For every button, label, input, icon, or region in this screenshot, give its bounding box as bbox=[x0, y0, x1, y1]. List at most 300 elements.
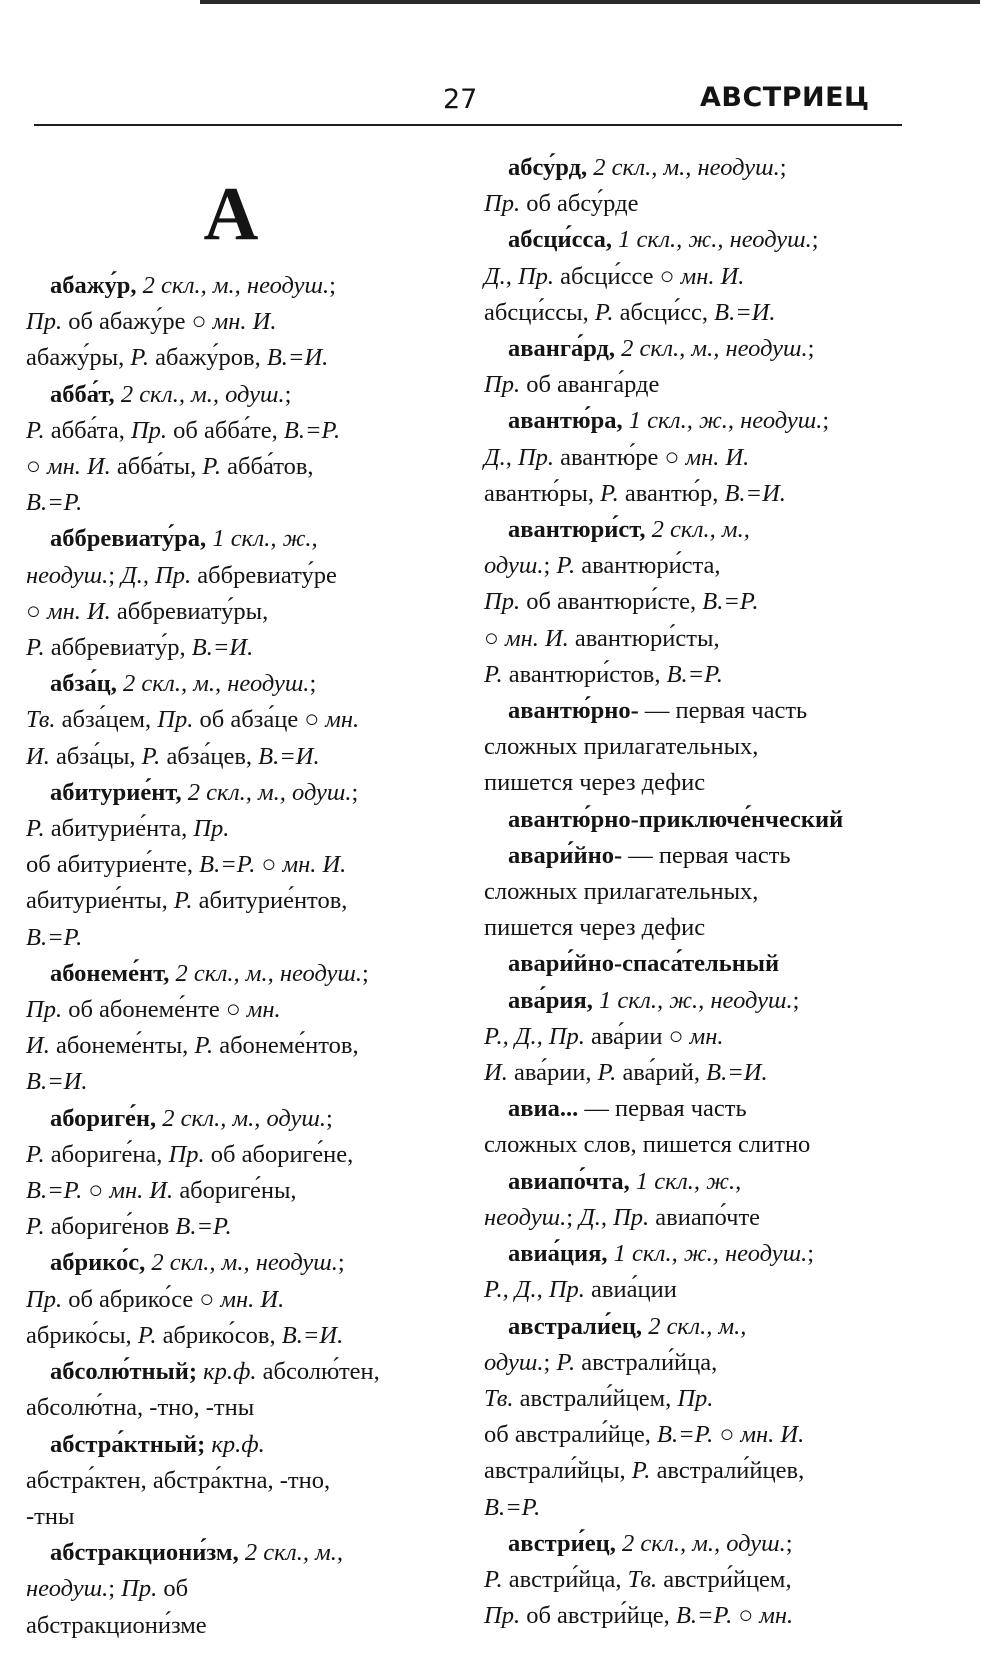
grammar-note: мн. bbox=[759, 1602, 794, 1630]
headword: абонеме́нт, bbox=[50, 959, 170, 987]
grammar-note: 2 скл., м., одуш. bbox=[187, 778, 352, 806]
grammar-note: В.=Р. bbox=[702, 588, 759, 616]
grammar-note: 1 скл., ж., bbox=[635, 1167, 742, 1195]
text-line bbox=[26, 340, 466, 376]
text-segment: абитурие́нта, bbox=[44, 815, 194, 843]
headword: абстракциони́зм, bbox=[50, 1539, 239, 1567]
text-segment: ○ bbox=[26, 597, 47, 625]
text-segment: ; bbox=[543, 1348, 557, 1376]
text-segment: ; bbox=[351, 778, 359, 806]
entry-line bbox=[484, 838, 924, 874]
text-line bbox=[484, 1453, 924, 1489]
entry-line bbox=[26, 1427, 466, 1463]
text-segment: ; bbox=[362, 959, 369, 987]
headword: авиа́ция, bbox=[508, 1240, 608, 1268]
text-segment: ○ bbox=[732, 1602, 760, 1630]
text-segment: авантю́ры, bbox=[484, 479, 601, 507]
text-segment: ; bbox=[108, 561, 122, 589]
text-segment: абза́цем, bbox=[55, 706, 158, 734]
grammar-note: 1 скл., ж., неодуш. bbox=[598, 986, 793, 1014]
text-segment: ; bbox=[329, 272, 336, 299]
text-segment: аббревиату́р, bbox=[44, 634, 192, 662]
text-segment: ○ bbox=[484, 624, 505, 652]
text-line bbox=[26, 485, 466, 521]
grammar-note: 2 скл., м., неодуш. bbox=[593, 154, 780, 181]
headword: аванга́рд, bbox=[508, 335, 616, 363]
grammar-note: В.=Р. bbox=[657, 1421, 714, 1449]
grammar-note: 2 скл., м., одуш. bbox=[621, 1529, 786, 1557]
text-segment: об авантюри́сте, bbox=[520, 588, 703, 616]
text-segment: абба́та, bbox=[44, 416, 131, 444]
text-line bbox=[26, 594, 466, 630]
text-segment: пишется через дефис bbox=[484, 914, 706, 942]
text-line bbox=[484, 657, 924, 693]
grammar-note: Р. bbox=[26, 1140, 45, 1168]
text-line bbox=[26, 1209, 466, 1245]
text-line bbox=[26, 739, 466, 775]
text-segment: ○ bbox=[82, 1177, 110, 1205]
headword: аббревиату́ра, bbox=[50, 525, 207, 553]
grammar-note: В.=И. bbox=[724, 479, 786, 507]
text-segment: ; bbox=[566, 1203, 580, 1231]
text-segment: австрали́йцев, bbox=[650, 1457, 805, 1485]
grammar-note: Пр. bbox=[484, 1602, 521, 1630]
top-edge bbox=[200, 0, 980, 4]
text-segment: об абсу́рде bbox=[520, 190, 639, 218]
text-segment: абсолю́тен, bbox=[256, 1358, 380, 1386]
entry-line bbox=[26, 956, 466, 992]
text-segment: сложных прилагательных, bbox=[484, 878, 759, 906]
running-head: АВСТРИЕЦ bbox=[700, 82, 870, 113]
text-segment: абитурие́нты, bbox=[26, 887, 174, 915]
grammar-note: неодуш. bbox=[26, 1575, 109, 1603]
entry-line bbox=[484, 331, 924, 367]
text-segment: абрико́сы, bbox=[26, 1321, 138, 1349]
grammar-note: мн. И. bbox=[504, 624, 569, 652]
text-line bbox=[484, 584, 924, 620]
grammar-note: 2 скл., м., неодуш. bbox=[151, 1249, 338, 1277]
grammar-note: 1 скл., ж., неодуш. bbox=[613, 1240, 808, 1268]
grammar-note: Пр. bbox=[130, 416, 168, 444]
text-segment: ; bbox=[785, 1529, 793, 1557]
grammar-note: 1 скл., ж., неодуш. bbox=[628, 407, 823, 435]
text-line bbox=[26, 1390, 466, 1426]
grammar-note: Д., Пр. bbox=[121, 561, 192, 589]
grammar-note: Тв. bbox=[26, 706, 56, 734]
headword: ава́рия, bbox=[508, 986, 593, 1014]
text-line bbox=[484, 1019, 924, 1055]
text-segment: абза́цев, bbox=[160, 742, 259, 770]
grammar-note: Пр. bbox=[484, 190, 521, 218]
entry-line bbox=[484, 222, 924, 258]
text-line bbox=[26, 630, 466, 666]
text-line bbox=[26, 1608, 466, 1644]
headword: абсолю́тный; bbox=[50, 1358, 197, 1386]
text-segment: австрали́йцы, bbox=[484, 1457, 632, 1485]
grammar-note: Пр. bbox=[193, 815, 230, 843]
text-line bbox=[26, 1173, 466, 1209]
grammar-note: Р. bbox=[26, 815, 45, 843]
grammar-note: кр.ф. bbox=[203, 1358, 257, 1386]
text-segment: ава́рии ○ bbox=[584, 1022, 690, 1050]
text-segment: абажу́ров, bbox=[149, 344, 267, 372]
text-segment: абстракциони́зме bbox=[26, 1611, 207, 1639]
text-segment: авантюри́сты, bbox=[568, 624, 720, 652]
grammar-note: В.=Р. bbox=[283, 416, 341, 444]
grammar-note: мн. И. bbox=[282, 851, 347, 879]
grammar-note: Пр. bbox=[26, 996, 63, 1024]
headword: австрали́ец, bbox=[508, 1312, 643, 1340]
grammar-note: Д., Пр. bbox=[484, 262, 555, 290]
grammar-note: кр.ф. bbox=[211, 1430, 265, 1458]
left-column bbox=[26, 160, 466, 1644]
entry-line bbox=[484, 802, 924, 838]
text-line bbox=[26, 1571, 466, 1607]
grammar-note: одуш. bbox=[484, 552, 544, 580]
text-segment: сложных прилагательных, bbox=[484, 733, 759, 761]
entry-line bbox=[26, 1245, 466, 1281]
text-segment: об австрали́йце, bbox=[484, 1421, 658, 1449]
text-line bbox=[484, 367, 924, 403]
text-line bbox=[484, 910, 924, 946]
grammar-note: Р. bbox=[631, 1457, 651, 1485]
text-line bbox=[26, 1137, 466, 1173]
text-segment: -тны bbox=[26, 1502, 75, 1530]
grammar-note: Пр. bbox=[26, 1285, 63, 1313]
text-segment: ; bbox=[822, 407, 830, 435]
page-number: 27 bbox=[443, 84, 478, 115]
text-segment: абитурие́нтов, bbox=[192, 887, 348, 915]
grammar-note: В.=И. bbox=[191, 634, 254, 662]
text-line bbox=[26, 1282, 466, 1318]
text-segment: австри́йцем, bbox=[657, 1565, 792, 1593]
entry-line bbox=[484, 1236, 924, 1272]
text-segment: австрали́йца, bbox=[575, 1348, 718, 1376]
grammar-note: В.=И. bbox=[266, 344, 329, 372]
text-line bbox=[484, 1417, 924, 1453]
grammar-note: Пр. bbox=[484, 371, 521, 399]
text-line bbox=[26, 702, 466, 738]
text-segment: ава́рий, bbox=[616, 1059, 707, 1087]
text-line bbox=[484, 621, 924, 657]
grammar-note: Р. bbox=[26, 1213, 45, 1241]
entry-line bbox=[484, 403, 924, 439]
headword: авиапо́чта, bbox=[508, 1167, 630, 1195]
text-segment: авантю́ре ○ bbox=[554, 443, 686, 471]
text-segment: ; bbox=[792, 986, 800, 1014]
grammar-note: 1 скл., ж., bbox=[212, 525, 318, 553]
grammar-note: Пр. bbox=[26, 308, 63, 336]
text-line bbox=[484, 1200, 924, 1236]
grammar-note: Р. bbox=[556, 552, 576, 580]
text-line bbox=[484, 1345, 924, 1381]
grammar-note: мн. И. bbox=[740, 1421, 805, 1449]
grammar-note: 2 скл., м., неодуш. bbox=[175, 959, 363, 987]
text-segment: об абажу́ре ○ bbox=[62, 308, 213, 336]
grammar-note: Р., Д., Пр. bbox=[484, 1022, 585, 1050]
grammar-note: В.=Р. bbox=[666, 660, 723, 688]
text-line bbox=[484, 874, 924, 910]
grammar-note: Д., Пр. bbox=[484, 443, 555, 471]
grammar-note: Р. bbox=[194, 1032, 214, 1060]
text-segment: абориге́на, bbox=[44, 1140, 169, 1168]
grammar-note: В.=И. bbox=[258, 742, 320, 770]
text-segment: авантюри́стов, bbox=[502, 660, 667, 688]
text-segment: ○ bbox=[255, 851, 283, 879]
headword: абориге́н, bbox=[50, 1104, 157, 1132]
text-segment: — первая часть bbox=[622, 841, 791, 869]
entry-line bbox=[484, 1091, 924, 1127]
grammar-note: мн. bbox=[325, 706, 360, 734]
text-segment: абориге́нов bbox=[44, 1213, 176, 1241]
entry-line bbox=[484, 150, 924, 186]
grammar-note: Тв. bbox=[627, 1565, 658, 1593]
headword: абсци́сса, bbox=[508, 226, 613, 254]
grammar-note: В.=И. bbox=[714, 298, 776, 326]
grammar-note: Пр. bbox=[121, 1575, 158, 1603]
text-line bbox=[484, 1272, 924, 1308]
grammar-note: В.=Р. bbox=[199, 851, 256, 879]
grammar-note: 1 скл., ж., неодуш. bbox=[618, 226, 812, 254]
text-segment: ; bbox=[779, 154, 787, 181]
entry-line bbox=[484, 983, 924, 1019]
text-segment: абсци́сс, bbox=[613, 298, 715, 326]
grammar-note: Р. bbox=[484, 660, 503, 688]
text-segment: ; bbox=[807, 335, 815, 363]
text-line bbox=[26, 883, 466, 919]
headword: абрико́с, bbox=[50, 1249, 146, 1277]
entry-line bbox=[26, 377, 466, 413]
grammar-note: Р. bbox=[600, 479, 619, 507]
headword: авантю́ра, bbox=[508, 407, 623, 435]
grammar-note: 2 скл., м., bbox=[648, 1312, 747, 1340]
text-line bbox=[484, 1562, 924, 1598]
text-segment: абба́ты, bbox=[110, 453, 203, 481]
text-segment: об абонеме́нте ○ bbox=[62, 996, 247, 1024]
text-segment: пишется через дефис bbox=[484, 769, 706, 797]
grammar-note: Р., Д., Пр. bbox=[484, 1276, 585, 1304]
text-segment: ; bbox=[108, 1575, 122, 1603]
text-segment: — первая часть bbox=[638, 697, 808, 725]
headword: авари́йно- bbox=[508, 841, 623, 869]
text-line bbox=[26, 1028, 466, 1064]
text-segment: ; bbox=[811, 226, 819, 254]
text-segment: ○ bbox=[26, 453, 47, 481]
grammar-note: В.=Р. bbox=[484, 1493, 541, 1521]
entry-line bbox=[26, 1354, 466, 1390]
text-line bbox=[484, 1055, 924, 1091]
text-segment: абстра́ктен, абстра́ктна, -тно, bbox=[26, 1466, 331, 1494]
text-segment: ; bbox=[309, 670, 317, 698]
grammar-note: неодуш. bbox=[26, 561, 109, 589]
text-line bbox=[26, 413, 466, 449]
text-segment: авантюри́ста, bbox=[575, 552, 721, 580]
grammar-note: 2 скл., м., неодуш. bbox=[122, 670, 310, 698]
text-segment: абрико́сов, bbox=[156, 1321, 282, 1349]
headword: абстра́ктный; bbox=[50, 1430, 206, 1458]
grammar-note: Д., Пр. bbox=[579, 1203, 650, 1231]
grammar-note: И. bbox=[26, 742, 50, 770]
entry-line bbox=[26, 1101, 466, 1137]
grammar-note: В.=И. bbox=[706, 1059, 768, 1087]
grammar-note: Р. bbox=[26, 416, 45, 444]
text-segment: абонеме́нтов, bbox=[213, 1032, 359, 1060]
entry-line bbox=[26, 521, 466, 557]
text-line bbox=[26, 1064, 466, 1100]
text-line bbox=[484, 729, 924, 765]
grammar-note: Р. bbox=[137, 1321, 157, 1349]
text-segment: абсолю́тна, -тно, -тны bbox=[26, 1394, 255, 1422]
text-segment: авиа́ции bbox=[584, 1276, 677, 1304]
grammar-note: Пр. bbox=[168, 1140, 205, 1168]
headword: авантюри́ст, bbox=[508, 516, 646, 544]
text-segment: абажу́ры, bbox=[26, 344, 131, 372]
grammar-note: Р. bbox=[130, 344, 149, 372]
headword: абитурие́нт, bbox=[50, 778, 182, 806]
grammar-note: мн. И. bbox=[680, 262, 745, 290]
text-segment: абсци́ссы, bbox=[484, 298, 595, 326]
grammar-note: Р. bbox=[597, 1059, 617, 1087]
grammar-note: мн. И. bbox=[685, 443, 750, 471]
grammar-note: мн. И. bbox=[46, 597, 111, 625]
grammar-note: Пр. bbox=[677, 1384, 714, 1412]
grammar-note: 2 скл., м., одуш. bbox=[162, 1104, 326, 1132]
headword: авари́йно-спаса́тельный bbox=[508, 950, 780, 978]
grammar-note: Р. bbox=[556, 1348, 576, 1376]
text-segment: ; bbox=[284, 380, 292, 408]
grammar-note: Р. bbox=[484, 1565, 503, 1593]
text-line bbox=[484, 548, 924, 584]
headword: абажу́р, bbox=[50, 272, 137, 299]
grammar-note: одуш. bbox=[484, 1348, 544, 1376]
text-segment: ; bbox=[337, 1249, 345, 1277]
entry-line bbox=[484, 1309, 924, 1345]
entry-line bbox=[484, 1526, 924, 1562]
grammar-note: мн. И. bbox=[212, 308, 277, 336]
text-segment: абба́тов, bbox=[221, 453, 314, 481]
text-segment: сложных слов, пишется слитно bbox=[484, 1131, 811, 1159]
text-line bbox=[484, 186, 924, 222]
text-segment: об абба́те, bbox=[167, 416, 284, 444]
text-line bbox=[484, 295, 924, 331]
text-segment: ; bbox=[325, 1104, 333, 1132]
grammar-note: В.=И. bbox=[281, 1321, 344, 1349]
entry-line bbox=[484, 946, 924, 982]
text-line bbox=[26, 449, 466, 485]
text-segment: об bbox=[157, 1575, 189, 1603]
letter-heading: А bbox=[203, 172, 259, 256]
text-line bbox=[26, 1499, 466, 1535]
grammar-note: Р. bbox=[26, 634, 45, 662]
text-segment: об абза́це ○ bbox=[193, 706, 326, 734]
text-segment: ○ bbox=[713, 1421, 741, 1449]
grammar-note: И. bbox=[26, 1032, 50, 1060]
grammar-note: 2 скл., м., bbox=[244, 1539, 344, 1567]
text-segment: абза́цы, bbox=[49, 742, 142, 770]
text-line bbox=[26, 811, 466, 847]
right-column bbox=[484, 150, 924, 1634]
text-segment: об абориге́не, bbox=[204, 1140, 354, 1168]
grammar-note: мн. И. bbox=[109, 1177, 174, 1205]
text-segment: абсци́ссе ○ bbox=[554, 262, 681, 290]
text-segment: аббревиату́ре bbox=[191, 561, 337, 589]
headword: авантю́рно- bbox=[508, 697, 639, 725]
grammar-note: В.=Р. bbox=[26, 923, 83, 951]
entry-line bbox=[484, 512, 924, 548]
grammar-note: Пр. bbox=[157, 706, 194, 734]
text-line bbox=[484, 1127, 924, 1163]
grammar-note: Р. bbox=[173, 887, 193, 915]
text-segment: абонеме́нты, bbox=[49, 1032, 195, 1060]
text-segment: об абрико́се ○ bbox=[62, 1285, 221, 1313]
text-line bbox=[26, 1318, 466, 1354]
text-segment: австри́йца, bbox=[502, 1565, 628, 1593]
text-line bbox=[26, 558, 466, 594]
headword: авиа... bbox=[508, 1095, 579, 1123]
text-line bbox=[484, 476, 924, 512]
headword: абза́ц, bbox=[50, 670, 117, 698]
text-segment: — первая часть bbox=[578, 1095, 747, 1123]
grammar-note: мн. И. bbox=[46, 453, 111, 481]
text-line bbox=[26, 920, 466, 956]
entry-line bbox=[26, 666, 466, 702]
text-line bbox=[484, 1381, 924, 1417]
grammar-note: 2 скл., м., bbox=[651, 516, 750, 544]
grammar-note: Пр. bbox=[484, 588, 521, 616]
entry-line bbox=[26, 268, 466, 304]
grammar-note: 2 скл., м., одуш. bbox=[120, 380, 285, 408]
entry-line bbox=[26, 1535, 466, 1571]
text-segment: аббревиату́ры, bbox=[110, 597, 269, 625]
text-line bbox=[484, 765, 924, 801]
headword: авантю́рно-приключе́нческий bbox=[508, 805, 844, 833]
text-segment: австрали́йцем, bbox=[513, 1384, 678, 1412]
grammar-note: мн. bbox=[246, 996, 281, 1024]
text-segment: об абитурие́нте, bbox=[26, 851, 200, 879]
grammar-note: В.=Р. bbox=[26, 489, 83, 517]
grammar-note: В.=И. bbox=[26, 1068, 88, 1096]
text-line bbox=[484, 1598, 924, 1634]
text-line bbox=[26, 992, 466, 1028]
text-segment: ; bbox=[543, 552, 557, 580]
grammar-note: Р. bbox=[141, 742, 161, 770]
grammar-note: В.=Р. bbox=[675, 1602, 733, 1630]
grammar-note: Р. bbox=[202, 453, 222, 481]
entry-line bbox=[484, 1164, 924, 1200]
text-line bbox=[484, 440, 924, 476]
grammar-note: неодуш. bbox=[484, 1203, 567, 1231]
grammar-note: В.=Р. bbox=[26, 1177, 83, 1205]
text-segment: об аванга́рде bbox=[520, 371, 660, 399]
headword: абба́т, bbox=[50, 380, 115, 408]
text-line bbox=[484, 259, 924, 295]
grammar-note: Тв. bbox=[484, 1384, 514, 1412]
grammar-note: мн. И. bbox=[220, 1285, 285, 1313]
entry-line bbox=[484, 693, 924, 729]
text-segment: абориге́ны, bbox=[173, 1177, 297, 1205]
header-rule bbox=[34, 124, 902, 126]
grammar-note: 2 скл., м., неодуш. bbox=[621, 335, 808, 363]
text-segment: авантю́р, bbox=[618, 479, 725, 507]
text-segment: авиапо́чте bbox=[649, 1203, 761, 1231]
text-segment: ава́рии, bbox=[507, 1059, 598, 1087]
grammar-note: В.=Р. bbox=[175, 1213, 232, 1241]
grammar-note: мн. bbox=[689, 1022, 724, 1050]
grammar-note: 2 скл., м., неодуш. bbox=[142, 272, 330, 299]
text-line bbox=[26, 304, 466, 340]
entry-line bbox=[26, 775, 466, 811]
text-line bbox=[484, 1490, 924, 1526]
